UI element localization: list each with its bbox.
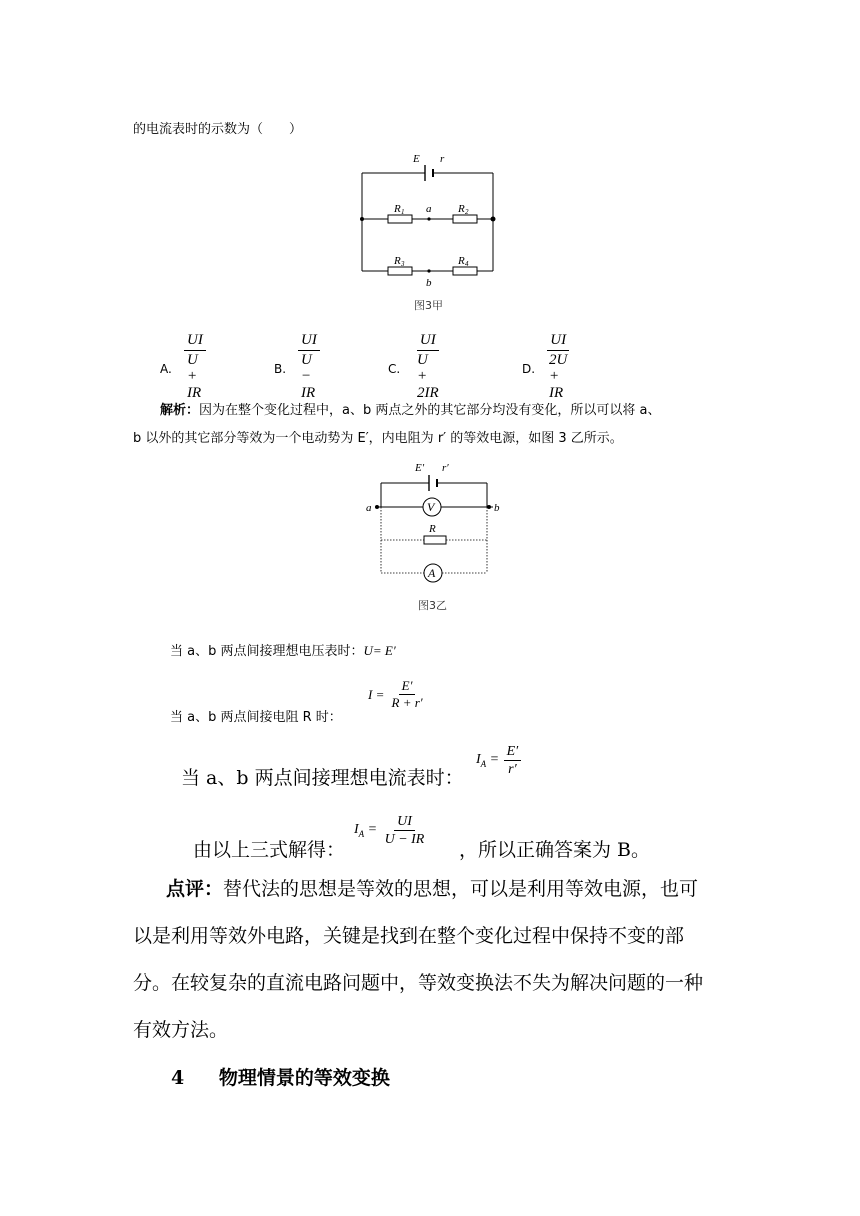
comment-label: 点评： [166, 878, 224, 900]
equation-fraction: $\frac{E'}{r'}$ [504, 744, 522, 778]
option-label: A. [160, 362, 172, 376]
section-heading [171, 1063, 390, 1090]
line-text: 当 a、b 两点间接理想电压表时： [170, 644, 364, 659]
label-R2-sub: 2 [465, 208, 469, 216]
analysis-text: 因为在整个变化过程中，a、b 两点之外的其它部分均没有变化，所以可以将 a、b 以外的其它部分等效为一个电动势为 E′，内电阻为 r′ 的等效电源，如图 3 乙所示。 [133, 403, 661, 446]
question-tail: 的电流表时的示数为（ ） [133, 122, 303, 137]
equation-sign: = [367, 822, 378, 838]
answer-options [160, 332, 620, 401]
label-R2: R [458, 203, 465, 215]
analysis-label: 解析： [160, 403, 200, 418]
equation-line-4 [354, 814, 427, 848]
label-R1: R [394, 203, 401, 215]
equation-line-2 [368, 679, 426, 711]
equation-line-4-tail: ，所以正确答案为 B。 [459, 839, 651, 861]
figure-caption-a: 图3甲 [414, 299, 443, 312]
label-R: R [429, 523, 436, 535]
circuit-diagram-b [365, 454, 505, 616]
equation-lhs: I = [368, 686, 385, 702]
comment-paragraph [133, 866, 703, 1054]
equation-line-1 [170, 640, 396, 659]
label-a: a [426, 203, 432, 215]
option-fraction: $\frac{UI}{2U + IR}$ [549, 332, 568, 401]
equation-lhs: I [354, 822, 359, 838]
label-r: r [440, 153, 445, 165]
label-R3: R [394, 255, 401, 267]
option-label: B. [274, 362, 287, 376]
equation-fraction: $\frac{UI}{U - IR}$ [384, 814, 425, 848]
label-R4: R [458, 255, 465, 267]
label-a: a [366, 502, 372, 514]
equation-line-2-text: 当 a、b 两点间接电阻 R 时： [170, 710, 342, 725]
option-fraction: $\frac{UI}{U + 2IR}$ [417, 332, 439, 401]
option-fraction: $\frac{UI}{U - IR}$ [298, 332, 320, 401]
label-b: b [494, 502, 500, 514]
equation-subscript: A [480, 759, 487, 770]
equation-lhs: I [476, 752, 481, 768]
figure-caption-b: 图3乙 [418, 599, 447, 612]
ammeter-symbol: A [428, 566, 436, 580]
label-E-prime: E′ [415, 462, 425, 474]
equation-line-4-text: 由以上三式解得： [193, 839, 346, 861]
label-R1-sub: 1 [401, 208, 405, 216]
label-R3-sub: 3 [401, 260, 405, 268]
equation-subscript: A [358, 829, 365, 840]
option-label: D. [522, 362, 536, 376]
voltmeter-symbol: V [427, 500, 435, 514]
label-E: E [413, 153, 420, 165]
analysis-paragraph [133, 397, 663, 453]
equation-line-3-text: 当 a、b 两点间接理想电流表时： [181, 767, 464, 789]
label-b: b [426, 277, 432, 289]
option-label: C. [388, 362, 401, 376]
equation: U= E′ [363, 643, 396, 658]
section-number: 4 [171, 1067, 185, 1089]
section-title: 物理情景的等效变换 [218, 1067, 390, 1089]
equation-line-3 [476, 744, 521, 778]
circuit-diagram-a [340, 148, 520, 318]
label-R4-sub: 4 [465, 260, 469, 268]
equation-fraction: $\frac{E'}{R + r'}$ [391, 678, 423, 711]
comment-text: 替代法的思想是等效的思想，可以是利用等效电源，也可以是利用等效外电路，关键是找到在整个变化过程中保持不变的部分。在较复杂的直流电路问题中，等效变换法不失为解决问题的一种有效方法。 [133, 878, 704, 1041]
label-r-prime: r′ [442, 462, 449, 474]
equation-sign: = [489, 752, 500, 768]
option-fraction: $\frac{UI}{U + IR}$ [184, 332, 206, 401]
